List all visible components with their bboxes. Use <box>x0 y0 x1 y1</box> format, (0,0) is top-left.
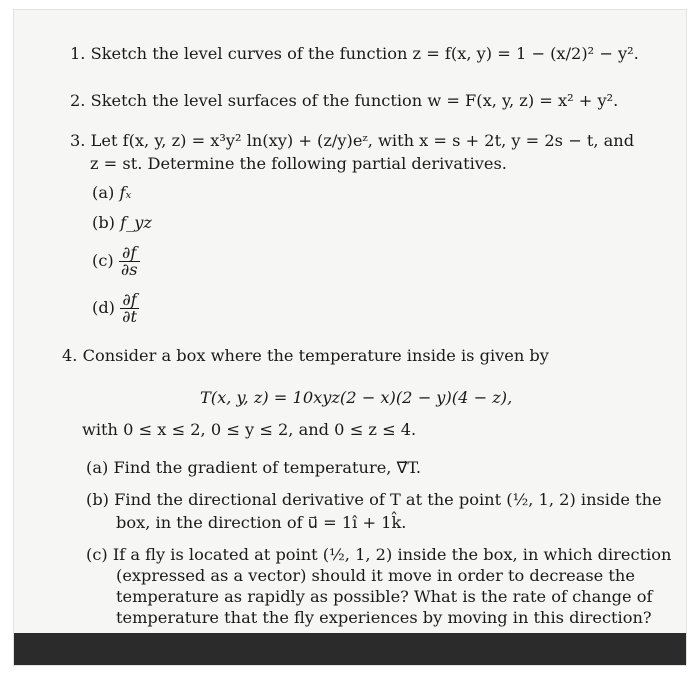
problem-3-part-a <box>92 183 131 203</box>
partial-derivative-fraction <box>120 292 139 325</box>
problem-3-number: 3. <box>70 131 86 150</box>
partial-derivative-fraction <box>119 245 140 278</box>
box-domain: with 0 ≤ x ≤ 2, 0 ≤ y ≤ 2, and 0 ≤ z ≤ 4. <box>82 420 417 439</box>
problem-4-part-b-line-2: box, in the direction of u⃗ = 1î + 1k̂. <box>116 513 407 532</box>
part-label: (a) <box>86 458 109 477</box>
problem-3-part-b <box>92 213 152 233</box>
problem-4-part-a <box>86 458 421 478</box>
part-label: (b) <box>92 213 115 232</box>
problem-1-text: Sketch the level curves of the function z = f(x, y) = 1 − (x/2)² − y². <box>90 44 639 63</box>
part-label: (a) <box>92 183 115 202</box>
problem-3-line-2: z = st. Determine the following partial derivatives. <box>90 154 507 173</box>
problem-4-part-c-line-2: (expressed as a vector) should it move in order to decrease the <box>116 566 635 585</box>
fraction-denominator: ∂s <box>120 260 138 279</box>
problem-1 <box>70 44 639 64</box>
problem-2-number: 2. <box>70 91 86 110</box>
problem-4-intro <box>62 346 549 366</box>
temperature-equation: T(x, y, z) = 10xyz(2 − x)(2 − y)(4 − z), <box>200 388 513 407</box>
problem-3-statement: Let f(x, y, z) = x³y² ln(xy) + (z/y)eᶻ, with x = s + 2t, y = 2s − t, and <box>90 131 635 150</box>
page-bottom-shadow <box>14 633 686 665</box>
problem-4-part-b-line-1 <box>86 490 662 510</box>
part-label: (c) <box>92 251 114 270</box>
problem-1-number: 1. <box>70 44 86 63</box>
problem-3-part-c <box>92 244 140 278</box>
part-text: Find the gradient of temperature, ∇⃗T. <box>113 458 421 477</box>
part-label: (c) <box>86 545 108 564</box>
fraction-denominator: ∂t <box>122 307 138 326</box>
part-expression: f_yz <box>120 213 152 232</box>
part-text: Find the directional derivative of T at the point (½, 1, 2) inside the <box>114 490 662 509</box>
problem-4-statement: Consider a box where the temperature inside is given by <box>82 346 549 365</box>
part-label: (b) <box>86 490 109 509</box>
problem-4-part-c-line-1 <box>86 545 671 565</box>
problem-4-part-c-line-4: temperature that the fly experiences by moving in this direction? <box>116 608 652 627</box>
fraction-numerator: ∂f <box>119 245 140 262</box>
problem-2 <box>70 91 618 111</box>
problem-2-text: Sketch the level surfaces of the function w = F(x, y, z) = x² + y². <box>90 91 619 110</box>
problem-3-line-1 <box>70 131 634 151</box>
part-expression: fₓ <box>119 183 132 202</box>
problem-4-part-c-line-3: temperature as rapidly as possible? What is the rate of change of <box>116 587 653 606</box>
problem-3-part-d <box>92 291 139 325</box>
part-label: (d) <box>92 298 115 317</box>
fraction-numerator: ∂f <box>120 292 139 309</box>
problem-4-number: 4. <box>62 346 78 365</box>
part-text: If a fly is located at point (½, 1, 2) inside the box, in which direction <box>112 545 672 564</box>
